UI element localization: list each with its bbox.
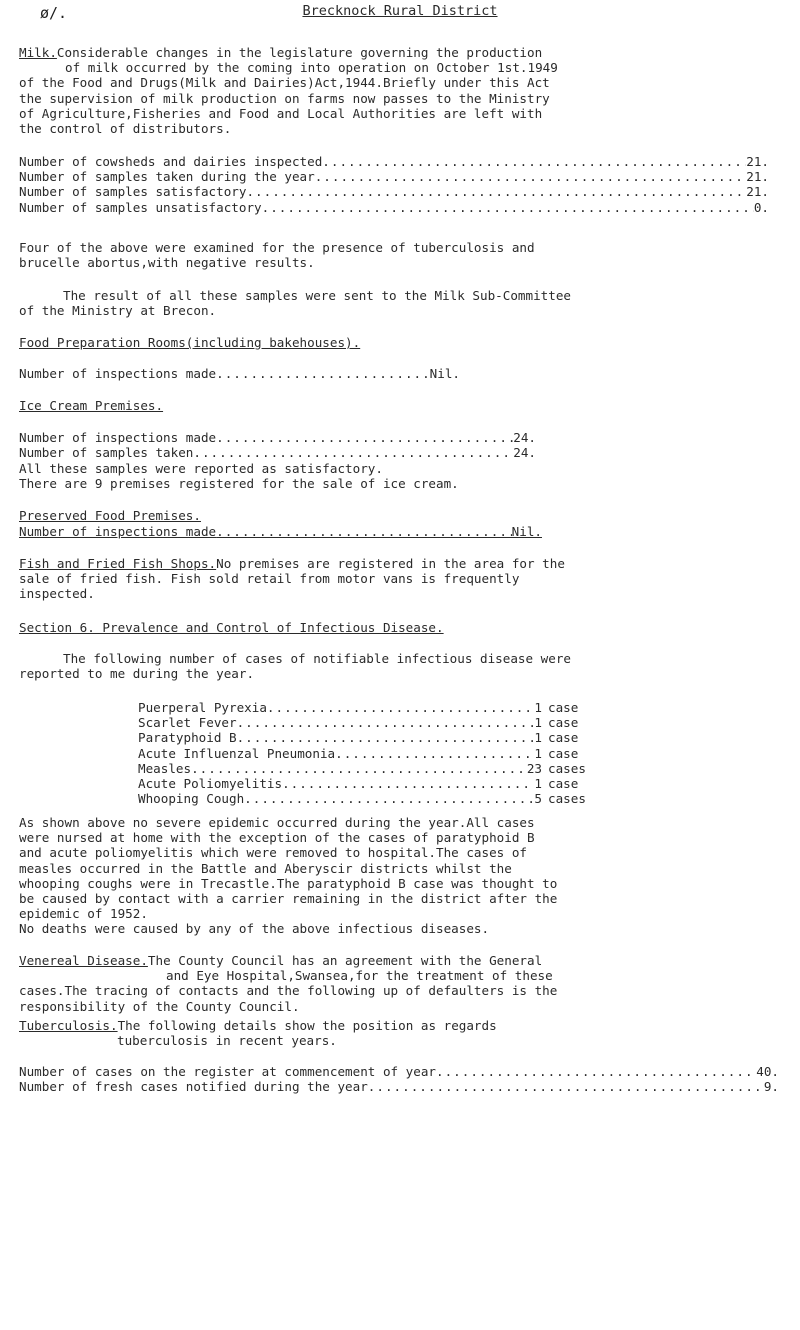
ice-cream-line1: All these samples were reported as satisfactory. bbox=[19, 461, 383, 476]
milk-row: Number of samples unsatisfactory ..... 0. bbox=[19, 200, 769, 215]
section6-p2: were nursed at home with the exception of the cases of paratyphoid B bbox=[19, 830, 535, 846]
milk-para3 bbox=[19, 288, 789, 318]
fish-section bbox=[19, 556, 789, 602]
milk-para2-line1: Four of the above were examined for the presence of tuberculosis and bbox=[19, 240, 535, 255]
section6-p3: and acute poliomyelitis which were removed to hospital.The cases of bbox=[19, 845, 527, 861]
section6-p4: measles occurred in the Battle and Aberyscir districts whilst the bbox=[19, 860, 512, 876]
ice-cream-row: Number of samples taken ..... 24. bbox=[19, 445, 536, 460]
section6-p1: As shown above no severe epidemic occurred during the year.All cases bbox=[19, 815, 535, 830]
disease-row: Measles ..... 23 cases bbox=[138, 761, 608, 776]
milk-row: Number of cowsheds and dairies inspected ..... 21. bbox=[19, 154, 769, 169]
milk-section bbox=[19, 45, 789, 136]
ice-cream-heading: Ice Cream Premises. bbox=[19, 398, 164, 413]
disease-row: Acute Poliomyelitis ..... 1 case bbox=[138, 776, 608, 791]
ice-cream-stats bbox=[19, 430, 536, 460]
milk-text1: Considerable changes in the legislature governing the production bbox=[56, 45, 543, 60]
venereal-text2: and Eye Hospital,Swansea,for the treatment of these bbox=[166, 968, 553, 984]
section6-intro2: reported to me during the year. bbox=[19, 666, 255, 682]
milk-para2-line2: brucelle abortus,with negative results. bbox=[19, 255, 315, 271]
section6-intro bbox=[19, 651, 789, 681]
milk-text6: the control of distributors. bbox=[19, 121, 232, 137]
milk-row: Number of samples satisfactory ..... 21. bbox=[19, 184, 769, 199]
section6-p8: No deaths were caused by any of the above infectious diseases. bbox=[19, 921, 490, 937]
venereal-heading: Venereal Disease. bbox=[19, 953, 148, 968]
disease-row: Acute Influenzal Pneumonia ..... 1 case bbox=[138, 746, 608, 761]
disease-row: Paratyphoid B ..... 1 case bbox=[138, 730, 608, 745]
tb-row: Number of cases on the register at commencement of year ..... 40. bbox=[19, 1064, 779, 1079]
section6-p7: epidemic of 1952. bbox=[19, 906, 148, 922]
milk-para2 bbox=[19, 240, 789, 270]
milk-text3: of the Food and Drugs(Milk and Dairies)Act,1944.Briefly under this Act bbox=[19, 75, 550, 91]
milk-text5: of Agriculture,Fisheries and Food and Local Authorities are left with bbox=[19, 105, 543, 121]
milk-text4: the supervision of milk production on farms now passes to the Ministry bbox=[19, 90, 550, 106]
milk-row: Number of samples taken during the year ..... 21. bbox=[19, 169, 769, 184]
tb-text2: tuberculosis in recent years. bbox=[117, 1033, 337, 1049]
food-prep-row: Number of inspections made ..... Nil. bbox=[19, 366, 460, 381]
tb-stats bbox=[19, 1064, 779, 1094]
milk-heading: Milk. bbox=[19, 45, 57, 60]
ice-cream-line2: There are 9 premises registered for the sale of ice cream. bbox=[19, 476, 459, 492]
milk-para3-line1: The result of all these samples were sent to the Milk Sub-Committee bbox=[63, 288, 571, 303]
page-header bbox=[0, 3, 800, 22]
preserved-section bbox=[19, 508, 789, 523]
disease-row: Whooping Cough ..... 5 cases bbox=[138, 791, 608, 806]
fish-text2: sale of fried fish. Fish sold retail from motor vans is frequently bbox=[19, 571, 520, 587]
tb-text1: The following details show the position as regards bbox=[117, 1018, 497, 1033]
tb-heading: Tuberculosis. bbox=[19, 1018, 118, 1033]
corner-mark: ø/. bbox=[40, 4, 68, 22]
venereal-section bbox=[19, 953, 789, 1014]
venereal-text3: cases.The tracing of contacts and the following up of defaulters is the bbox=[19, 983, 558, 999]
disease-row: Scarlet Fever ..... 1 case bbox=[138, 715, 608, 730]
fish-text1: No premises are registered in the area for the bbox=[216, 556, 565, 571]
preserved-row: Number of inspections made ..... Nil. bbox=[19, 524, 542, 539]
venereal-text4: responsibility of the County Council. bbox=[19, 998, 300, 1014]
ice-cream-row: Number of inspections made ..... 24. bbox=[19, 430, 536, 445]
section6 bbox=[19, 620, 789, 635]
tb-row: Number of fresh cases notified during the year ..... 9. bbox=[19, 1079, 779, 1094]
ice-cream-section bbox=[19, 398, 789, 413]
milk-text2: of milk occurred by the coming into operation on October 1st.1949 bbox=[65, 60, 558, 76]
preserved-heading: Preserved Food Premises. bbox=[19, 508, 201, 523]
milk-para3-line2: of the Ministry at Brecon. bbox=[19, 303, 217, 319]
preserved-stats bbox=[19, 524, 542, 539]
section6-p5: whooping coughs were in Trecastle.The paratyphoid B case was thought to bbox=[19, 875, 558, 891]
section6-intro1: The following number of cases of notifiable infectious disease were bbox=[63, 651, 571, 666]
venereal-text1: The County Council has an agreement with the General bbox=[147, 953, 543, 968]
fish-line1 bbox=[19, 556, 789, 571]
tb-section bbox=[19, 1018, 789, 1048]
food-prep-section bbox=[19, 335, 789, 350]
fish-heading: Fish and Fried Fish Shops. bbox=[19, 556, 217, 571]
page-title: Brecknock Rural District bbox=[302, 3, 498, 19]
food-prep-stats bbox=[19, 366, 460, 381]
fish-text3: inspected. bbox=[19, 586, 95, 602]
section6-heading: Section 6. Prevalence and Control of Infectious Disease. bbox=[19, 620, 444, 635]
section6-commentary bbox=[19, 815, 789, 937]
ice-cream-notes bbox=[19, 461, 789, 491]
venereal-line1 bbox=[19, 953, 789, 968]
section6-p6: be caused by contact with a carrier remaining in the district after the bbox=[19, 891, 558, 907]
disease-list bbox=[138, 700, 608, 806]
disease-row: Puerperal Pyrexia ..... 1 case bbox=[138, 700, 608, 715]
milk-para-line1 bbox=[19, 45, 789, 60]
tb-line1 bbox=[19, 1018, 789, 1033]
milk-stats bbox=[19, 154, 769, 215]
food-prep-heading: Food Preparation Rooms(including bakehouses). bbox=[19, 335, 361, 350]
